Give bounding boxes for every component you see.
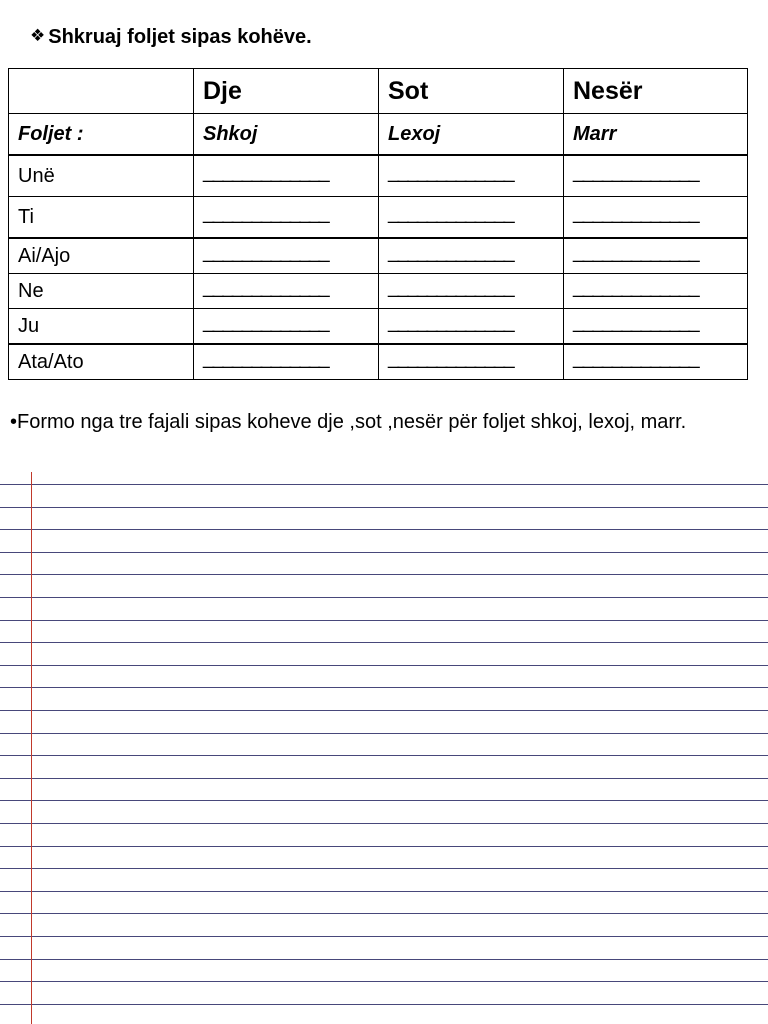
answer-blank[interactable]: _____________ xyxy=(194,309,379,345)
ruled-line xyxy=(0,800,768,801)
ruled-line xyxy=(0,710,768,711)
pronoun-cell: Ai/Ajo xyxy=(9,238,194,274)
ruled-line xyxy=(0,823,768,824)
ruled-line xyxy=(0,620,768,621)
verb-label-cell: Foljet : xyxy=(9,114,194,156)
answer-blank[interactable]: _____________ xyxy=(379,155,564,197)
ruled-line xyxy=(0,755,768,756)
header-cell-neser: Nesër xyxy=(564,69,748,114)
worksheet-title xyxy=(30,26,312,49)
table-row xyxy=(9,197,748,239)
verb-cell-marr: Marr xyxy=(564,114,748,156)
ruled-line xyxy=(0,552,768,553)
answer-blank[interactable]: _____________ xyxy=(194,155,379,197)
answer-blank[interactable]: _____________ xyxy=(564,155,748,197)
answer-blank[interactable]: _____________ xyxy=(194,197,379,239)
ruled-line xyxy=(0,981,768,982)
table-row xyxy=(9,238,748,274)
exercise-instruction: •Formo nga tre fajali sipas koheve dje ,sot ,nesër për foljet shkoj, lexoj, marr. xyxy=(10,411,687,433)
table-row xyxy=(9,274,748,309)
table-header-row xyxy=(9,69,748,114)
header-cell-sot: Sot xyxy=(379,69,564,114)
ruled-line xyxy=(0,484,768,485)
table-row xyxy=(9,344,748,380)
answer-blank[interactable]: _____________ xyxy=(564,344,748,380)
answer-blank[interactable]: _____________ xyxy=(194,344,379,380)
ruled-line xyxy=(0,574,768,575)
answer-blank[interactable]: _____________ xyxy=(194,238,379,274)
answer-blank[interactable]: _____________ xyxy=(379,274,564,309)
ruled-line xyxy=(0,665,768,666)
answer-blank[interactable]: _____________ xyxy=(194,274,379,309)
ruled-line xyxy=(0,936,768,937)
header-cell-dje: Dje xyxy=(194,69,379,114)
header-cell-empty xyxy=(9,69,194,114)
pronoun-cell: Ju xyxy=(9,309,194,345)
table-row xyxy=(9,309,748,345)
ruled-line xyxy=(0,778,768,779)
verb-tense-table xyxy=(8,68,748,380)
answer-blank[interactable]: _____________ xyxy=(379,344,564,380)
table-verb-row xyxy=(9,114,748,156)
ruled-line xyxy=(0,1004,768,1005)
ruled-line xyxy=(0,597,768,598)
diamond-bullet-icon: ❖ xyxy=(30,25,46,45)
answer-blank[interactable]: _____________ xyxy=(564,309,748,345)
answer-blank[interactable]: _____________ xyxy=(564,274,748,309)
pronoun-cell: Ata/Ato xyxy=(9,344,194,380)
ruled-line xyxy=(0,642,768,643)
ruled-line xyxy=(0,529,768,530)
ruled-line xyxy=(0,868,768,869)
ruled-writing-area[interactable] xyxy=(0,472,768,1024)
verb-cell-lexoj: Lexoj xyxy=(379,114,564,156)
pronoun-cell: Unë xyxy=(9,155,194,197)
answer-blank[interactable]: _____________ xyxy=(564,238,748,274)
answer-blank[interactable]: _____________ xyxy=(379,197,564,239)
pronoun-cell: Ne xyxy=(9,274,194,309)
pronoun-cell: Ti xyxy=(9,197,194,239)
answer-blank[interactable]: _____________ xyxy=(564,197,748,239)
table-row xyxy=(9,155,748,197)
title-text: Shkruaj foljet sipas kohëve. xyxy=(48,26,312,48)
ruled-line xyxy=(0,507,768,508)
ruled-line xyxy=(0,891,768,892)
margin-line xyxy=(31,472,32,1024)
verb-cell-shkoj: Shkoj xyxy=(194,114,379,156)
ruled-line xyxy=(0,846,768,847)
ruled-line xyxy=(0,959,768,960)
ruled-line xyxy=(0,687,768,688)
answer-blank[interactable]: _____________ xyxy=(379,238,564,274)
ruled-line xyxy=(0,733,768,734)
answer-blank[interactable]: _____________ xyxy=(379,309,564,345)
ruled-line xyxy=(0,913,768,914)
